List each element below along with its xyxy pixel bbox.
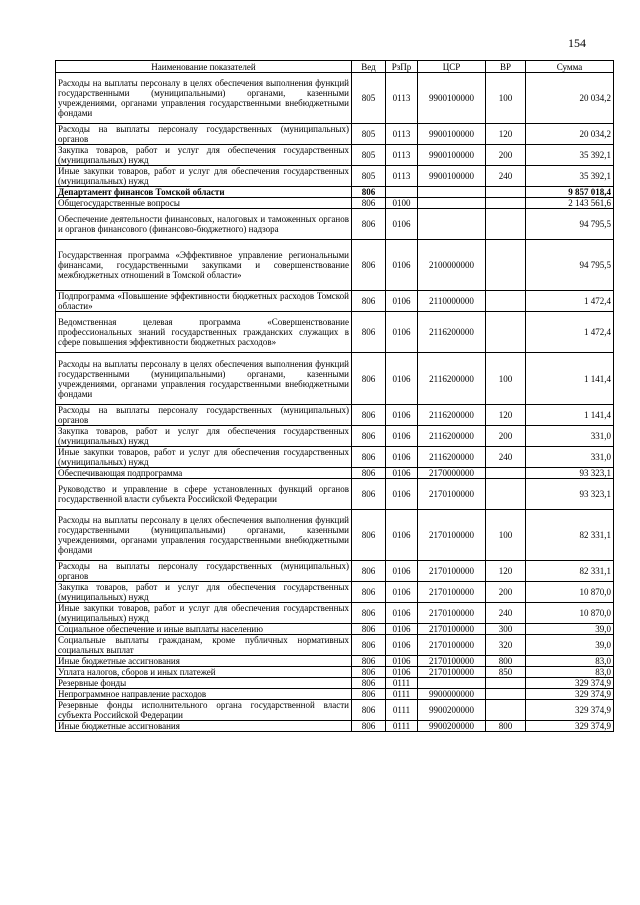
row-ved: 806 (352, 291, 386, 312)
row-csr (418, 209, 486, 240)
row-sum: 1 141,4 (526, 353, 614, 405)
row-vr (486, 312, 526, 353)
header-sum: Сумма (526, 61, 614, 73)
row-csr: 2170000000 (418, 468, 486, 479)
table-row (56, 678, 614, 689)
header-vr: ВР (486, 61, 526, 73)
row-ved: 806 (352, 353, 386, 405)
table-row (56, 468, 614, 479)
row-ved: 806 (352, 603, 386, 624)
row-vr: 120 (486, 561, 526, 582)
row-sum: 83,0 (526, 656, 614, 667)
row-name: Расходы на выплаты персоналу государственных (муниципальных) органов (56, 405, 352, 426)
row-ved: 806 (352, 312, 386, 353)
row-name: Расходы на выплаты персоналу в целях обеспечения выполнения функций государственными (муниципальными) органами, казенными учреждениями, органами управления государственными внебюджетными фондами (56, 353, 352, 405)
row-name: Резервные фонды (56, 678, 352, 689)
row-name: Социальное обеспечение и иные выплаты населению (56, 624, 352, 635)
row-rzpr: 0106 (386, 447, 418, 468)
row-csr: 2116200000 (418, 312, 486, 353)
row-csr: 2170100000 (418, 561, 486, 582)
row-csr: 9900100000 (418, 73, 486, 124)
header-csr: ЦСР (418, 61, 486, 73)
row-rzpr: 0106 (386, 291, 418, 312)
row-ved: 806 (352, 700, 386, 721)
row-sum: 35 392,1 (526, 166, 614, 187)
row-ved: 806 (352, 198, 386, 209)
row-vr: 200 (486, 145, 526, 166)
row-rzpr: 0106 (386, 510, 418, 561)
row-vr (486, 240, 526, 291)
table-row (56, 426, 614, 447)
header-name: Наименование показателей (56, 61, 352, 73)
row-vr (486, 689, 526, 700)
row-rzpr: 0106 (386, 561, 418, 582)
row-sum: 2 143 561,6 (526, 198, 614, 209)
row-sum: 10 870,0 (526, 603, 614, 624)
budget-table (55, 60, 614, 732)
row-ved: 806 (352, 187, 386, 198)
row-ved: 806 (352, 405, 386, 426)
table-row (56, 73, 614, 124)
row-vr: 300 (486, 624, 526, 635)
header-rzpr: РзПр (386, 61, 418, 73)
row-name: Иные бюджетные ассигнования (56, 721, 352, 732)
table-row (56, 689, 614, 700)
row-csr: 2100000000 (418, 240, 486, 291)
row-ved: 806 (352, 209, 386, 240)
row-sum: 1 472,4 (526, 291, 614, 312)
row-sum: 94 795,5 (526, 209, 614, 240)
row-csr (418, 678, 486, 689)
row-vr (486, 291, 526, 312)
row-name: Расходы на выплаты персоналу в целях обеспечения выполнения функций государственными (муниципальными) органами, казенными учреждениями, органами управления государственными внебюджетными фондами (56, 510, 352, 561)
row-ved: 806 (352, 678, 386, 689)
row-rzpr: 0113 (386, 145, 418, 166)
row-name: Непрограммное направление расходов (56, 689, 352, 700)
row-sum: 329 374,9 (526, 678, 614, 689)
row-vr: 800 (486, 721, 526, 732)
table-row (56, 561, 614, 582)
row-ved: 805 (352, 145, 386, 166)
row-sum: 94 795,5 (526, 240, 614, 291)
row-rzpr: 0106 (386, 667, 418, 678)
row-name: Расходы на выплаты персоналу государственных (муниципальных) органов (56, 561, 352, 582)
row-vr (486, 468, 526, 479)
row-csr: 2116200000 (418, 426, 486, 447)
row-vr: 240 (486, 447, 526, 468)
table-row (56, 405, 614, 426)
row-sum: 9 857 018,4 (526, 187, 614, 198)
row-rzpr: 0106 (386, 624, 418, 635)
row-vr (486, 209, 526, 240)
row-rzpr: 0106 (386, 353, 418, 405)
table-row (56, 721, 614, 732)
row-ved: 806 (352, 426, 386, 447)
row-name: Департамент финансов Томской области (56, 187, 352, 198)
page-number: 154 (568, 36, 586, 50)
row-ved: 806 (352, 561, 386, 582)
row-vr (486, 198, 526, 209)
row-sum: 93 323,1 (526, 468, 614, 479)
row-sum: 39,0 (526, 624, 614, 635)
table-row (56, 603, 614, 624)
row-name: Социальные выплаты гражданам, кроме публичных нормативных социальных выплат (56, 635, 352, 656)
row-csr: 2170100000 (418, 510, 486, 561)
row-ved: 806 (352, 447, 386, 468)
row-csr: 9900000000 (418, 689, 486, 700)
table-row (56, 510, 614, 561)
row-rzpr: 0100 (386, 198, 418, 209)
row-sum: 83,0 (526, 667, 614, 678)
row-sum: 331,0 (526, 447, 614, 468)
row-rzpr: 0106 (386, 468, 418, 479)
row-rzpr: 0106 (386, 479, 418, 510)
row-sum: 331,0 (526, 426, 614, 447)
row-sum: 35 392,1 (526, 145, 614, 166)
row-name: Общегосударственные вопросы (56, 198, 352, 209)
row-ved: 805 (352, 73, 386, 124)
row-name: Расходы на выплаты персоналу государственных (муниципальных) органов (56, 124, 352, 145)
table-row (56, 656, 614, 667)
row-rzpr: 0106 (386, 209, 418, 240)
table-row (56, 291, 614, 312)
row-name: Подпрограмма «Повышение эффективности бюджетных расходов Томской области» (56, 291, 352, 312)
row-sum: 82 331,1 (526, 510, 614, 561)
row-ved: 806 (352, 479, 386, 510)
table-row (56, 187, 614, 198)
row-ved: 806 (352, 721, 386, 732)
row-rzpr: 0111 (386, 700, 418, 721)
row-csr: 2170100000 (418, 479, 486, 510)
row-rzpr: 0113 (386, 166, 418, 187)
row-name: Иные закупки товаров, работ и услуг для обеспечения государственных (муниципальных) нужд (56, 166, 352, 187)
row-name: Иные закупки товаров, работ и услуг для обеспечения государственных (муниципальных) нужд (56, 447, 352, 468)
row-sum: 329 374,9 (526, 700, 614, 721)
table-row (56, 145, 614, 166)
row-ved: 806 (352, 656, 386, 667)
row-name: Закупка товаров, работ и услуг для обеспечения государственных (муниципальных) нужд (56, 145, 352, 166)
table-row (56, 479, 614, 510)
table-row (56, 312, 614, 353)
table-row (56, 624, 614, 635)
row-rzpr: 0113 (386, 124, 418, 145)
table-row (56, 240, 614, 291)
row-rzpr: 0106 (386, 582, 418, 603)
row-csr: 2116200000 (418, 405, 486, 426)
row-ved: 806 (352, 689, 386, 700)
table-row (56, 124, 614, 145)
row-ved: 806 (352, 240, 386, 291)
row-csr (418, 198, 486, 209)
row-name: Государственная программа «Эффективное управление региональными финансами, государственными закупками и совершенствование межбюджетных отношений в Томской области» (56, 240, 352, 291)
row-sum: 329 374,9 (526, 689, 614, 700)
table-row (56, 635, 614, 656)
table-row (56, 209, 614, 240)
row-vr: 100 (486, 510, 526, 561)
row-rzpr (386, 187, 418, 198)
table-row (56, 667, 614, 678)
row-name: Обеспечение деятельности финансовых, налоговых и таможенных органов и органов финансового (финансово-бюджетного) надзора (56, 209, 352, 240)
row-ved: 806 (352, 510, 386, 561)
row-vr (486, 187, 526, 198)
row-rzpr: 0113 (386, 73, 418, 124)
row-name: Ведомственная целевая программа «Совершенствование профессиональных знаний государственных гражданских служащих в сфере повышения эффективности бюджетных расходов» (56, 312, 352, 353)
row-name: Обеспечивающая подпрограмма (56, 468, 352, 479)
row-csr: 9900200000 (418, 700, 486, 721)
row-csr: 2170100000 (418, 656, 486, 667)
row-csr: 9900100000 (418, 166, 486, 187)
row-rzpr: 0106 (386, 426, 418, 447)
row-ved: 806 (352, 667, 386, 678)
row-csr: 9900100000 (418, 124, 486, 145)
table-row (56, 447, 614, 468)
row-rzpr: 0111 (386, 678, 418, 689)
row-sum: 20 034,2 (526, 124, 614, 145)
row-csr: 2170100000 (418, 582, 486, 603)
row-ved: 806 (352, 624, 386, 635)
row-csr: 2170100000 (418, 635, 486, 656)
row-name: Руководство и управление в сфере установленных функций органов государственной власти субъекта Российской Федерации (56, 479, 352, 510)
row-rzpr: 0106 (386, 405, 418, 426)
row-csr: 9900100000 (418, 145, 486, 166)
table-row (56, 166, 614, 187)
table-row (56, 198, 614, 209)
header-ved: Вед (352, 61, 386, 73)
row-vr: 100 (486, 353, 526, 405)
table-row (56, 353, 614, 405)
row-vr: 200 (486, 426, 526, 447)
row-vr (486, 700, 526, 721)
row-sum: 93 323,1 (526, 479, 614, 510)
row-csr: 2170100000 (418, 667, 486, 678)
row-name: Иные закупки товаров, работ и услуг для обеспечения государственных (муниципальных) нужд (56, 603, 352, 624)
row-csr: 2170100000 (418, 603, 486, 624)
row-sum: 1 472,4 (526, 312, 614, 353)
row-name: Уплата налогов, сборов и иных платежей (56, 667, 352, 678)
row-rzpr: 0106 (386, 240, 418, 291)
row-vr: 320 (486, 635, 526, 656)
row-csr: 9900200000 (418, 721, 486, 732)
row-name: Иные бюджетные ассигнования (56, 656, 352, 667)
row-sum: 39,0 (526, 635, 614, 656)
table-row (56, 700, 614, 721)
row-vr: 240 (486, 603, 526, 624)
row-vr (486, 479, 526, 510)
row-rzpr: 0111 (386, 721, 418, 732)
row-rzpr: 0106 (386, 312, 418, 353)
row-vr: 800 (486, 656, 526, 667)
row-vr: 100 (486, 73, 526, 124)
row-sum: 1 141,4 (526, 405, 614, 426)
row-rzpr: 0111 (386, 689, 418, 700)
row-vr: 120 (486, 405, 526, 426)
row-vr: 120 (486, 124, 526, 145)
row-ved: 805 (352, 166, 386, 187)
row-csr: 2116200000 (418, 353, 486, 405)
row-sum: 10 870,0 (526, 582, 614, 603)
row-rzpr: 0106 (386, 635, 418, 656)
row-sum: 329 374,9 (526, 721, 614, 732)
row-vr: 240 (486, 166, 526, 187)
row-ved: 805 (352, 124, 386, 145)
table-header-row (56, 61, 614, 73)
row-vr: 200 (486, 582, 526, 603)
row-ved: 806 (352, 582, 386, 603)
row-name: Закупка товаров, работ и услуг для обеспечения государственных (муниципальных) нужд (56, 426, 352, 447)
row-rzpr: 0106 (386, 603, 418, 624)
row-ved: 806 (352, 635, 386, 656)
row-vr (486, 678, 526, 689)
row-name: Расходы на выплаты персоналу в целях обеспечения выполнения функций государственными (муниципальными) органами, казенными учреждениями, органами управления государственными внебюджетными фондами (56, 73, 352, 124)
row-vr: 850 (486, 667, 526, 678)
row-rzpr: 0106 (386, 656, 418, 667)
row-csr: 2116200000 (418, 447, 486, 468)
row-csr: 2110000000 (418, 291, 486, 312)
row-sum: 20 034,2 (526, 73, 614, 124)
table-row (56, 582, 614, 603)
row-csr: 2170100000 (418, 624, 486, 635)
row-name: Закупка товаров, работ и услуг для обеспечения государственных (муниципальных) нужд (56, 582, 352, 603)
row-csr (418, 187, 486, 198)
row-name: Резервные фонды исполнительного органа государственной власти субъекта Российской Федерации (56, 700, 352, 721)
row-sum: 82 331,1 (526, 561, 614, 582)
row-ved: 806 (352, 468, 386, 479)
